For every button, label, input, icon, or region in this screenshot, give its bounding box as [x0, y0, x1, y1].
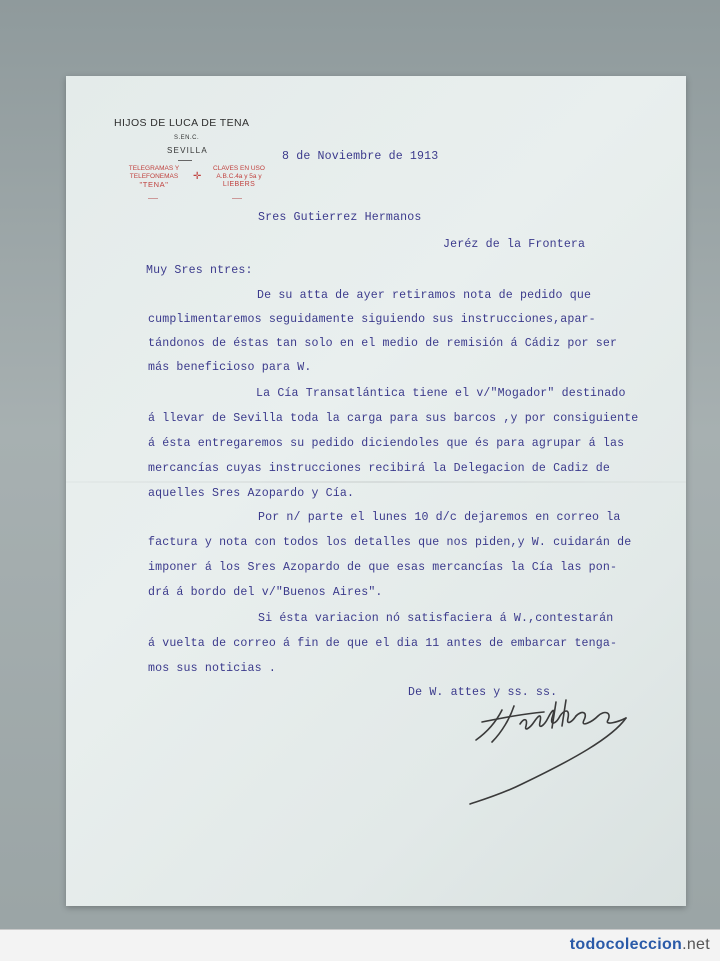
handwritten-signature [462, 688, 642, 808]
brand-name: todocoleccion [569, 936, 683, 953]
paragraph-line: factura y nota con todos los detalles que nos piden,y W. cuidarán de [148, 536, 632, 549]
letter-date: 8 de Noviembre de 1913 [282, 150, 439, 163]
telegram-line: TELEFONEMAS [129, 173, 179, 180]
letterhead-entity-type: S.EN.C. [174, 135, 200, 141]
letterhead-city: SEVILLA [167, 146, 208, 155]
letter-salutation: Muy Sres ntres: [146, 264, 253, 277]
plus-symbol-icon: ✛ [193, 171, 202, 182]
paragraph-line: á vuelta de correo á fin de que el dia 11 antes de embarcar tenga- [148, 637, 618, 650]
paragraph-line: tándonos de éstas tan solo en el medio de remisión á Cádiz por ser [148, 337, 618, 350]
codes-line: LIEBERS [222, 181, 256, 188]
paragraph-line: mercancías cuyas instrucciones recibirá la Delegacion de Cadiz de [148, 462, 610, 475]
telegram-line: "TENA" [139, 180, 169, 189]
letterhead-red-dash [232, 198, 242, 199]
letter-recipient: Sres Gutierrez Hermanos [258, 211, 422, 224]
codes-line: A.B.C.4a y 5a y [216, 173, 262, 180]
paragraph-line: drá á bordo del v/"Buenos Aires". [148, 586, 383, 599]
letterhead-codes-block [204, 165, 274, 189]
paragraph-line: aquelles Sres Azopardo y Cía. [148, 487, 355, 500]
letterhead-divider [178, 160, 192, 161]
paragraph-line: imponer á los Sres Azopardo de que esas mercancías la Cía las pon- [148, 561, 618, 574]
site-logo[interactable] [570, 936, 710, 954]
paragraph-line: á ésta entregaremos su pedido diciendoles que és para agrupar á las [148, 437, 625, 450]
letterhead-red-dash [148, 198, 158, 199]
paragraph-line: De su atta de ayer retiramos nota de pedido que [257, 289, 592, 302]
brand-suffix: .net [682, 936, 710, 953]
paragraph-line: La Cía Transatlántica tiene el v/"Mogador" destinado [256, 387, 626, 400]
telegram-line: TELEGRAMAS Y [128, 165, 180, 172]
codes-line: CLAVES EN USO [213, 165, 265, 172]
paragraph-line: mos sus noticias . [148, 662, 276, 675]
paragraph-line: más beneficioso para W. [148, 361, 312, 374]
letter-location: Jeréz de la Frontera [443, 238, 586, 251]
letter-closing: De W. attes y ss. ss. [408, 686, 558, 699]
paragraph-line: Si ésta variacion nó satisfaciera á W.,contestarán [258, 612, 614, 625]
paragraph-line: Por n/ parte el lunes 10 d/c dejaremos en correo la [258, 511, 621, 524]
paragraph-line: cumplimentaremos seguidamente siguiendo sus instrucciones,apar- [148, 313, 596, 326]
paragraph-line: á llevar de Sevilla toda la carga para sus barcos ,y por consiguiente [148, 412, 639, 425]
letterhead-company: HIJOS DE LUCA DE TENA [114, 117, 250, 129]
letterhead-telegram-block [114, 165, 194, 189]
paper-fold [66, 481, 686, 483]
footer-bar [0, 929, 720, 961]
